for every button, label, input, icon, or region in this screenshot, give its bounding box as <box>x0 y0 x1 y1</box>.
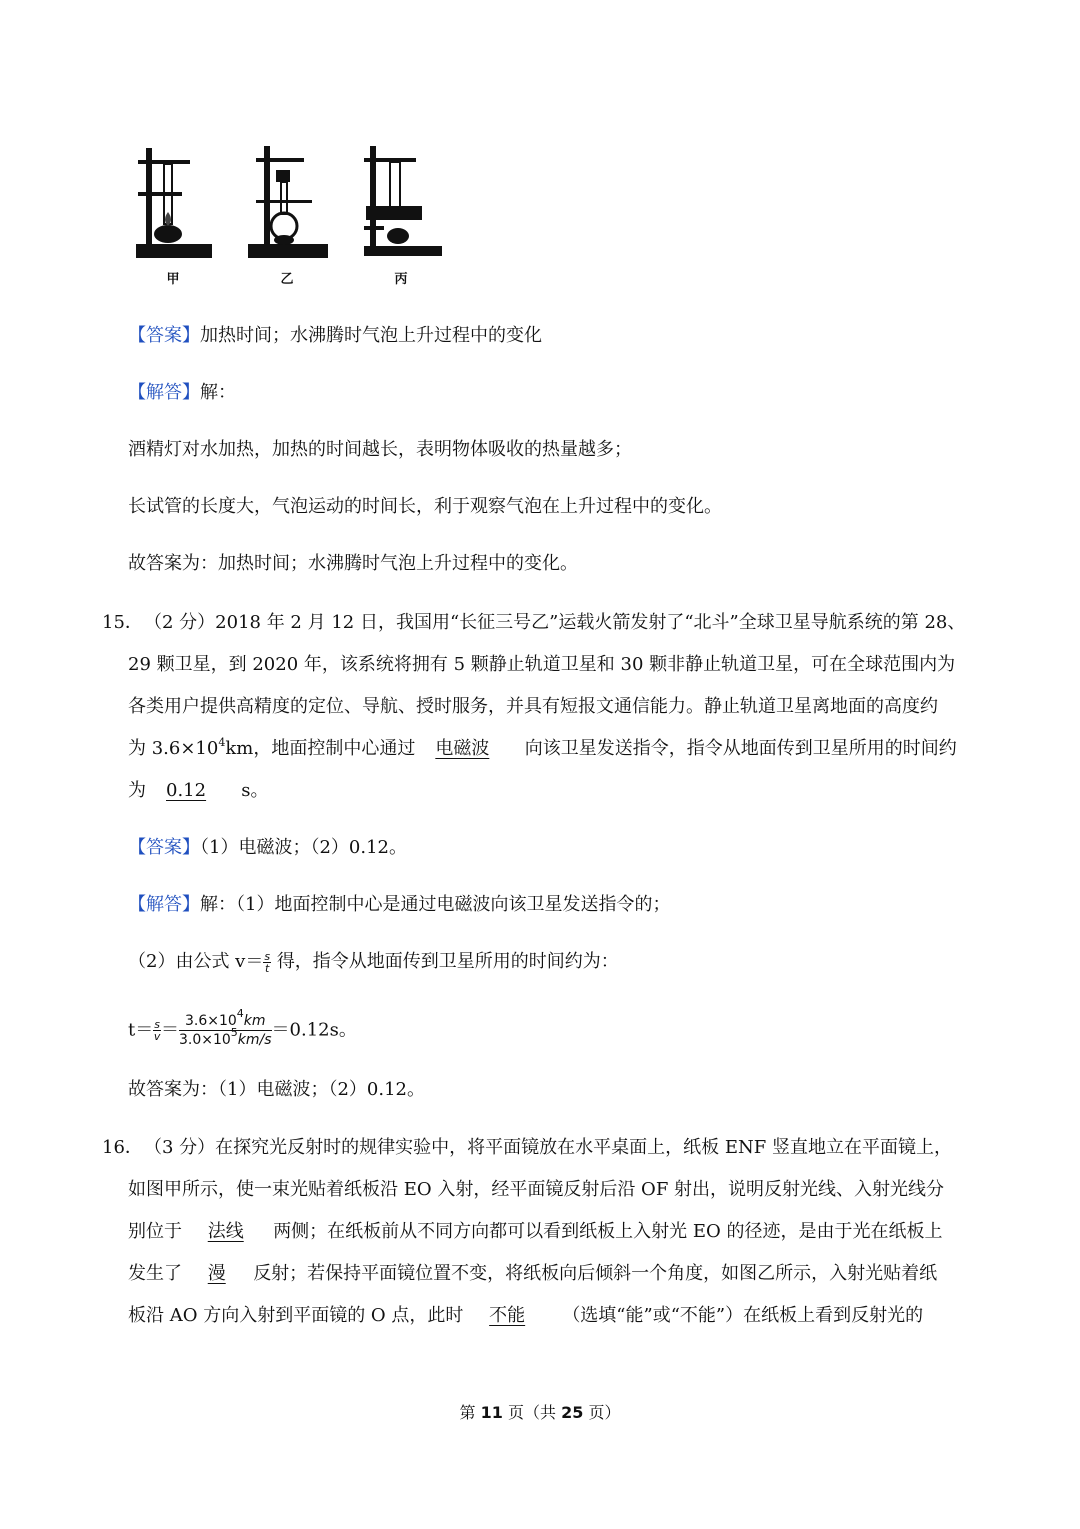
footer-mid: 页（共 <box>507 1403 556 1422</box>
figure-bing <box>356 140 446 290</box>
eq-fraction-s-over-v <box>153 1019 161 1042</box>
footer-page-number: 11 <box>480 1403 503 1422</box>
q15-line4a: 为 3.6×10 <box>128 738 219 759</box>
q15-exponent: 4 <box>218 736 226 749</box>
q16-line3 <box>128 1220 1000 1244</box>
q16-blank2: 漫 <box>207 1263 226 1284</box>
q16-line2: 如图甲所示，使一束光贴着纸板沿 EO 入射，经平面镜反射后沿 OF 射出，说明反射光线、入射光线分 <box>128 1179 945 1200</box>
answer-tag: 【答案】 <box>128 325 200 346</box>
q16-line1: （3 分）在探究光反射时的规律实验中，将平面镜放在水平桌面上，纸板 ENF 竖直地立在平面镜上， <box>144 1137 952 1158</box>
footer-suffix: 页） <box>588 1403 621 1422</box>
footer-total-pages: 25 <box>561 1403 584 1422</box>
q15-line3: 各类用户提供高精度的定位、导航、授时服务，并具有短报文通信能力。静止轨道卫星离地面的高度约 <box>128 696 938 717</box>
solution-tag: 【解答】 <box>128 894 200 915</box>
q15-blank2: 0.12 <box>166 780 207 801</box>
q15-answer-text: （1）电磁波；（2）0.12。 <box>200 837 407 858</box>
eq-fraction-values <box>178 1007 272 1049</box>
q16-line3a: 别位于 <box>128 1221 182 1242</box>
q15-line1: （2 分）2018 年 2 月 12 日，我国用“长征三号乙”运载火箭发射了“北斗”全球卫星导航系统的第 28、 <box>144 612 966 633</box>
q16-line5 <box>128 1304 1000 1328</box>
fraction-denominator: v <box>153 1030 161 1043</box>
eq-denominator <box>178 1026 272 1049</box>
figure-yi <box>242 140 332 290</box>
footer-prefix: 第 <box>459 1403 476 1422</box>
eq-result: ＝0.12s。 <box>271 1019 357 1041</box>
q15-line4c: 向该卫星发送指令，指令从地面传到卫星所用的时间约 <box>524 738 957 759</box>
answer-tag: 【答案】 <box>128 837 200 858</box>
eq-numerator-exp: 4 <box>236 1007 244 1020</box>
eq-t: t＝ <box>128 1019 154 1041</box>
q14-solution-head <box>128 381 1000 405</box>
q16-line3b: 两侧；在纸板前从不同方向都可以看到纸板上入射光 EO 的径迹，是由于光在纸板上 <box>273 1221 943 1242</box>
figure-label-yi: 乙 <box>280 272 294 287</box>
q15-solution-line2 <box>128 950 1000 974</box>
q14-final-answer: 故答案为：加热时间；水沸腾时气泡上升过程中的变化。 <box>128 553 578 574</box>
q14-solution-line1: 酒精灯对水加热，加热的时间越长，表明物体吸收的热量越多； <box>128 439 632 460</box>
q15-line4b: km，地面控制中心通过 <box>225 738 416 759</box>
solution-tag: 【解答】 <box>128 382 200 403</box>
eq-denominator-exp: 5 <box>230 1026 238 1039</box>
formula-fraction-s-over-t <box>263 951 271 974</box>
fraction-numerator: s <box>154 1018 160 1031</box>
q14-solution-text: 解： <box>200 382 236 403</box>
eq-numerator <box>179 1007 272 1031</box>
q15-number: 15． <box>102 612 143 633</box>
apparatus-figures <box>128 140 448 290</box>
figure-label-bing: 丙 <box>394 272 408 287</box>
q16-line5a: 板沿 AO 方向入射到平面镜的 O 点，此时 <box>128 1305 464 1326</box>
q16-line5b: （选填“能”或“不能”）在纸板上看到反射光的 <box>562 1305 924 1326</box>
q15-formula-suffix: 得，指令从地面传到卫星所用的时间约为： <box>276 951 619 972</box>
q15-final-answer: 故答案为：（1）电磁波；（2）0.12。 <box>128 1079 425 1100</box>
q15-line5b: s。 <box>241 780 269 801</box>
q15-equation <box>128 1007 1000 1049</box>
q15-blank1: 电磁波 <box>435 738 490 759</box>
eq-numerator-unit: km <box>243 1013 266 1029</box>
eq-equals: ＝ <box>160 1019 179 1041</box>
q16-line4 <box>128 1262 1000 1286</box>
q16-number: 16． <box>102 1137 143 1158</box>
q15-line5a: 为 <box>128 780 146 801</box>
q15-line2: 29 颗卫星，到 2020 年，该系统将拥有 5 颗静止轨道卫星和 30 颗非静止轨道卫星，可在全球范围内为 <box>128 654 956 675</box>
eq-denominator-base: 3.0×10 <box>178 1032 231 1048</box>
eq-denominator-unit: km/s <box>237 1032 272 1048</box>
q14-answer <box>128 324 1000 348</box>
stand-alcohol-lamp-drawing <box>128 140 218 268</box>
q15-answer <box>128 836 1000 860</box>
q16-line4b: 反射；若保持平面镜位置不变，将纸板向后倾斜一个角度，如图乙所示，入射光贴着纸 <box>253 1263 938 1284</box>
q16-blank3: 不能 <box>489 1305 526 1326</box>
eq-numerator-base: 3.6×10 <box>184 1013 237 1029</box>
page-footer <box>0 1400 1080 1423</box>
fraction-denominator: t <box>265 961 270 975</box>
figure-jia <box>128 140 218 290</box>
q15-solution-text: 解：（1）地面控制中心是通过电磁波向该卫星发送指令的； <box>200 894 671 915</box>
q15-line5 <box>128 779 1000 803</box>
fraction-numerator: s <box>264 949 271 963</box>
figure-label-jia: 甲 <box>166 272 180 287</box>
stand-long-tube-drawing <box>356 140 446 268</box>
stand-flask-drawing <box>242 140 332 268</box>
q14-solution-line2: 长试管的长度大，气泡运动的时间长，利于观察气泡在上升过程中的变化。 <box>128 496 722 517</box>
q16-line4a: 发生了 <box>128 1263 182 1284</box>
q15-formula-prefix: （2）由公式 v＝ <box>128 951 264 972</box>
q15-solution-line1 <box>128 893 1000 917</box>
q14-answer-text: 加热时间；水沸腾时气泡上升过程中的变化 <box>200 325 542 346</box>
q16-blank1: 法线 <box>207 1221 244 1242</box>
q15-line4 <box>128 737 1000 761</box>
